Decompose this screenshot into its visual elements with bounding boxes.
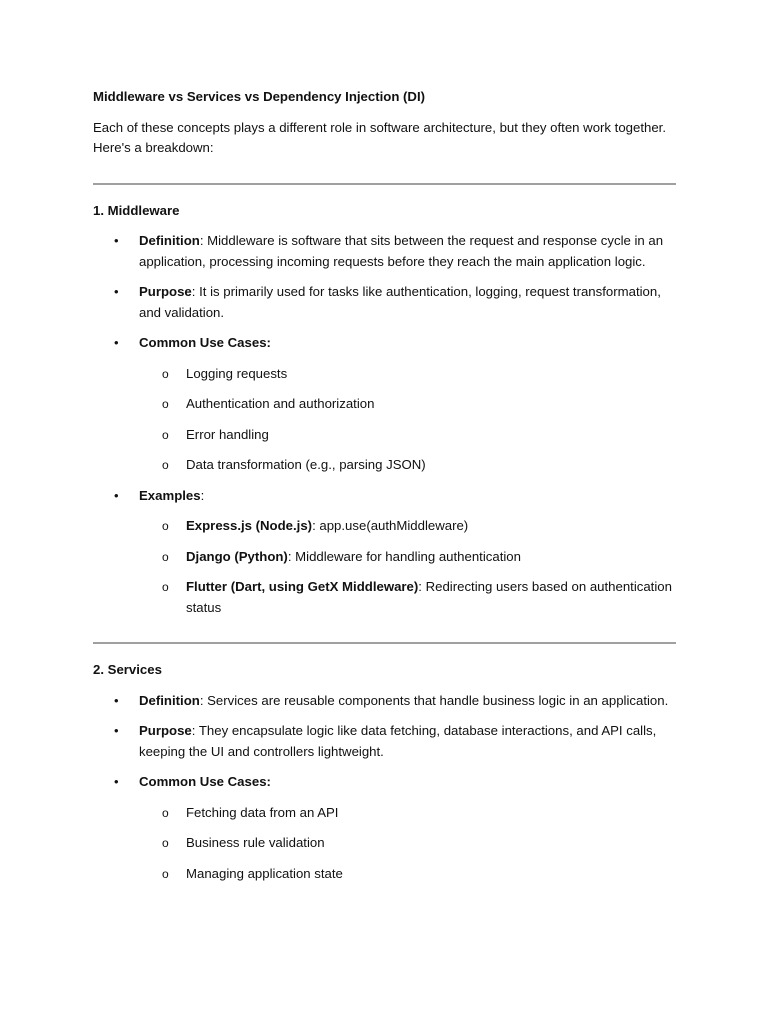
circle-bullet-icon: o: [162, 458, 169, 472]
example-label: Express.js (Node.js): [186, 518, 313, 533]
circle-bullet-icon: o: [162, 805, 169, 820]
circle-bullet-icon: o: [162, 836, 169, 850]
definition-text: : Services are reusable components that handle business logic in an application.: [199, 692, 669, 708]
bullet-icon: •: [114, 233, 119, 248]
sublist-item-text: Managing application state: [186, 865, 343, 881]
services-list: [93, 691, 683, 885]
sublist-item: [139, 577, 683, 618]
use-cases-sublist: [139, 803, 683, 885]
list-item: [93, 691, 683, 712]
sublist-item: [139, 864, 683, 885]
circle-bullet-icon: o: [162, 866, 169, 881]
bullet-icon: •: [114, 723, 119, 738]
section-heading-services: 2. Services: [93, 662, 162, 677]
middleware-list: [93, 231, 683, 618]
document-content: [93, 87, 683, 894]
section-heading-middleware: 1. Middleware: [93, 202, 180, 218]
use-cases-label: Common Use Cases: [139, 335, 267, 350]
use-cases-sublist: [139, 364, 683, 476]
sublist-item: [139, 425, 683, 446]
list-item: [93, 721, 683, 762]
sublist-item: [139, 833, 683, 854]
definition-text: : Middleware is software that sits between the request and response cycle in an application, processing incoming requests before they reach the main application logic.: [139, 233, 664, 269]
sublist-item-text: Data transformation (e.g., parsing JSON): [186, 457, 426, 472]
example-text: : Redirecting users based on authentication status: [186, 579, 672, 615]
definition-label: Definition: [139, 692, 200, 708]
bullet-icon: •: [114, 774, 119, 789]
circle-bullet-icon: o: [162, 397, 169, 411]
example-text: : Middleware for handling authentication: [287, 548, 521, 564]
intro-paragraph: Each of these concepts plays a different role in software architecture, but they often work together. Here's a breakdown:: [93, 119, 667, 155]
purpose-label: Purpose: [139, 284, 192, 299]
circle-bullet-icon: o: [162, 580, 169, 594]
purpose-label: Purpose: [139, 723, 192, 738]
bullet-icon: •: [114, 284, 119, 299]
example-text: : app.use(authMiddleware): [312, 518, 469, 533]
use-cases-suffix: :: [266, 774, 271, 789]
sublist-item-text: Fetching data from an API: [186, 804, 339, 820]
bullet-icon: •: [114, 487, 119, 503]
list-item: [93, 231, 683, 272]
list-item: [93, 772, 683, 884]
example-label: Flutter (Dart, using GetX Middleware): [186, 579, 419, 594]
circle-bullet-icon: o: [162, 549, 169, 564]
horizontal-rule: [93, 183, 676, 185]
use-cases-suffix: :: [266, 335, 271, 350]
examples-suffix: :: [200, 487, 205, 503]
sublist-item: [139, 455, 683, 476]
circle-bullet-icon: o: [162, 366, 169, 381]
list-item: [93, 282, 683, 323]
sublist-item-text: Error handling: [186, 426, 269, 442]
sublist-item-text: Logging requests: [186, 365, 288, 381]
list-item: [93, 333, 683, 476]
circle-bullet-icon: o: [162, 519, 169, 533]
bullet-icon: •: [114, 692, 119, 708]
examples-sublist: [139, 516, 683, 618]
definition-label: Definition: [139, 233, 200, 248]
bullet-icon: •: [114, 335, 119, 350]
document-title: Middleware vs Services vs Dependency Injection (DI): [93, 89, 426, 104]
sublist-item: [139, 516, 683, 537]
purpose-text: : They encapsulate logic like data fetching, database interactions, and API calls, keeping the UI and controllers lightweight.: [139, 723, 657, 759]
examples-label: Examples: [139, 487, 201, 503]
list-item: [93, 486, 683, 619]
sublist-item-text: Authentication and authorization: [186, 396, 375, 411]
purpose-text: : It is primarily used for tasks like authentication, logging, request transformation, and validation.: [139, 284, 661, 320]
horizontal-rule: [93, 642, 676, 644]
sublist-item-text: Business rule validation: [186, 835, 325, 850]
sublist-item: [139, 364, 683, 385]
use-cases-label: Common Use Cases: [139, 774, 267, 789]
circle-bullet-icon: o: [162, 427, 169, 442]
example-label: Django (Python): [186, 548, 288, 564]
sublist-item: [139, 394, 683, 415]
sublist-item: [139, 547, 683, 568]
sublist-item: [139, 803, 683, 824]
